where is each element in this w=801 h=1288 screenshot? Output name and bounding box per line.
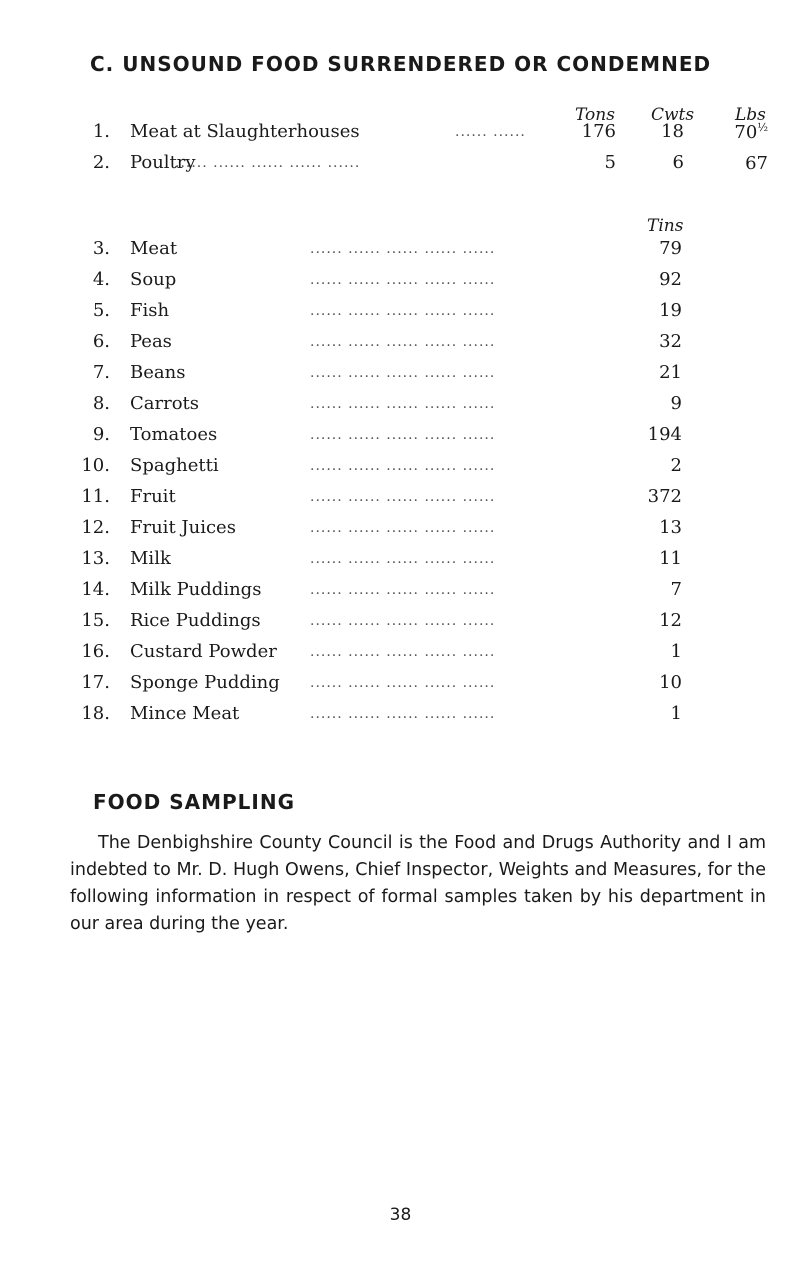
row-number: 5. <box>92 300 110 321</box>
weight-row <box>0 152 801 183</box>
row-number: 14. <box>81 579 110 600</box>
tins-row <box>0 300 801 331</box>
leader-dots: ...... ...... ...... ...... ...... <box>310 427 496 443</box>
tons-value: 5 <box>604 152 616 173</box>
tins-value: 372 <box>647 486 682 507</box>
item-label: Meat at Slaughterhouses <box>130 121 360 142</box>
row-number: 12. <box>81 517 110 538</box>
lbs-value <box>730 121 768 143</box>
tins-row <box>0 455 801 486</box>
tins-header: Tins <box>647 216 684 236</box>
tins-value: 9 <box>670 393 682 414</box>
tins-value: 194 <box>647 424 682 445</box>
leader-dots: ...... ...... ...... ...... ...... <box>310 396 496 412</box>
leader-dots: ...... ...... ...... ...... ...... <box>310 241 496 257</box>
row-number: 4. <box>92 269 110 290</box>
item-label: Soup <box>130 269 177 290</box>
tins-row <box>0 579 801 610</box>
tins-value: 32 <box>659 331 682 352</box>
item-label: Beans <box>130 362 186 383</box>
lbs-header: Lbs <box>735 105 766 125</box>
tins-row <box>0 517 801 548</box>
tins-value: 11 <box>659 548 682 569</box>
tins-value: 19 <box>659 300 682 321</box>
item-label: Fish <box>130 300 170 321</box>
row-number: 16. <box>81 641 110 662</box>
item-label: Peas <box>130 331 172 352</box>
tins-value: 1 <box>670 703 682 724</box>
item-label: Sponge Pudding <box>130 672 280 693</box>
row-number: 8. <box>92 393 110 414</box>
item-label: Milk Puddings <box>130 579 262 600</box>
tins-row <box>0 362 801 393</box>
leader-dots: ...... ...... ...... ...... ...... <box>310 303 496 319</box>
item-label: Fruit Juices <box>130 517 236 538</box>
tins-row <box>0 610 801 641</box>
page-number: 38 <box>389 1205 412 1225</box>
leader-dots: ...... ...... ...... ...... ...... <box>310 489 496 505</box>
row-number: 13. <box>81 548 110 569</box>
item-label: Mince Meat <box>130 703 240 724</box>
leader-dots: ...... ...... ...... ...... ...... <box>175 155 361 171</box>
leader-dots: ...... ...... ...... ...... ...... <box>310 365 496 381</box>
tins-row <box>0 393 801 424</box>
leader-dots: ...... ...... ...... ...... ...... <box>310 644 496 660</box>
leader-dots: ...... ...... <box>455 124 526 140</box>
item-label: Tomatoes <box>130 424 218 445</box>
row-number: 18. <box>81 703 110 724</box>
lbs-number: 67 <box>745 153 768 174</box>
tins-row <box>0 641 801 672</box>
row-number: 9. <box>92 424 110 445</box>
tins-row <box>0 703 801 734</box>
leader-dots: ...... ...... ...... ...... ...... <box>310 706 496 722</box>
section-heading-food-sampling: FOOD SAMPLING <box>93 790 296 814</box>
tins-value: 7 <box>670 579 682 600</box>
item-label: Rice Puddings <box>130 610 261 631</box>
leader-dots: ...... ...... ...... ...... ...... <box>310 551 496 567</box>
leader-dots: ...... ...... ...... ...... ...... <box>310 334 496 350</box>
item-label: Custard Powder <box>130 641 277 662</box>
leader-dots: ...... ...... ...... ...... ...... <box>310 613 496 629</box>
row-number: 1. <box>92 121 110 142</box>
weight-row <box>0 121 801 152</box>
tins-value: 13 <box>659 517 682 538</box>
item-label: Carrots <box>130 393 200 414</box>
tins-row <box>0 269 801 300</box>
tins-row <box>0 486 801 517</box>
cwts-value: 18 <box>661 121 684 142</box>
item-label: Fruit <box>130 486 176 507</box>
item-label: Meat <box>130 238 178 259</box>
page-title: C. UNSOUND FOOD SURRENDERED OR CONDEMNED <box>90 52 712 76</box>
food-sampling-paragraph: The Denbighshire County Council is the Food and Drugs Authority and I am indebted to Mr. D. Hugh Owens, Chief Inspector, Weights and Measures, for the following information in respect of formal samples taken by his department in our area during the year. <box>70 833 766 934</box>
tins-row <box>0 548 801 579</box>
lbs-fraction: ½ <box>757 121 768 134</box>
cwts-value: 6 <box>672 152 684 173</box>
leader-dots: ...... ...... ...... ...... ...... <box>310 458 496 474</box>
item-label: Milk <box>130 548 171 569</box>
tins-row <box>0 238 801 269</box>
tins-value: 79 <box>659 238 682 259</box>
row-number: 15. <box>81 610 110 631</box>
lbs-number: 70 <box>734 122 758 143</box>
tins-value: 12 <box>659 610 682 631</box>
tins-value: 2 <box>670 455 682 476</box>
item-label: Spaghetti <box>130 455 219 476</box>
row-number: 7. <box>92 362 110 383</box>
tins-value: 1 <box>670 641 682 662</box>
tins-value: 10 <box>659 672 682 693</box>
row-number: 2. <box>92 152 110 173</box>
row-number: 6. <box>92 331 110 352</box>
cwts-header: Cwts <box>651 105 695 125</box>
lbs-value <box>730 152 768 174</box>
leader-dots: ...... ...... ...... ...... ...... <box>310 272 496 288</box>
item-label: Poultry <box>130 152 196 173</box>
tins-row <box>0 331 801 362</box>
tins-value: 92 <box>659 269 682 290</box>
leader-dots: ...... ...... ...... ...... ...... <box>310 582 496 598</box>
tins-row <box>0 424 801 455</box>
row-number: 17. <box>81 672 110 693</box>
leader-dots: ...... ...... ...... ...... ...... <box>310 675 496 691</box>
leader-dots: ...... ...... ...... ...... ...... <box>310 520 496 536</box>
row-number: 3. <box>92 238 110 259</box>
row-number: 11. <box>81 486 110 507</box>
tins-value: 21 <box>659 362 682 383</box>
tons-header: Tons <box>575 105 615 125</box>
row-number: 10. <box>81 455 110 476</box>
tons-value: 176 <box>581 121 616 142</box>
tins-row <box>0 672 801 703</box>
